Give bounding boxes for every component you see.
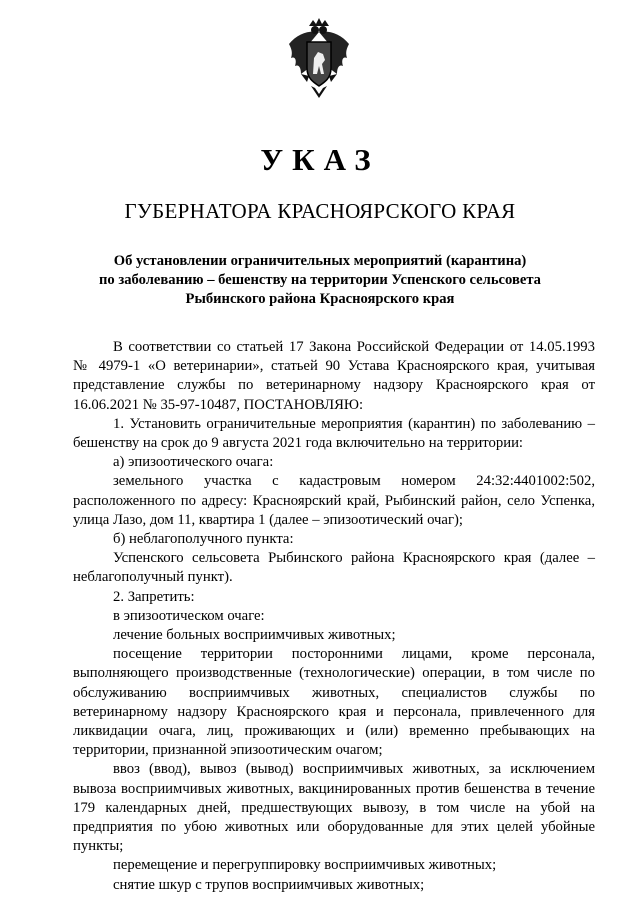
clause-1a-text: земельного участка с кадастровым номером 24:32:4401002:502, расположенного по адресу: Красноярский край, Рыбинский район, село Успенка, улица Лазо, дом 11, квартира 1 (далее – эпизоотический очаг); [73,473,595,528]
subject-line: по заболеванию – бешенству на территории Успенского сельсовета [99,272,541,288]
subject-line: Об установлении ограничительных мероприятий (карантина) [113,253,527,269]
decree-body [73,338,595,895]
document-type-title: УКАЗ [260,142,380,177]
preamble-paragraph: В соответствии со статьей 17 Закона Российской Федерации от 14.05.1993 № 4979-1 «О ветеринарии», статьей 90 Устава Красноярского края, учитывая представление службы по ветеринарному надзору Красноярского края от 16.06.2021 № 35-97-10487, ПОСТАНОВЛЯЮ: [73,339,595,413]
prohibition-item: перемещение и перегруппировку восприимчивых животных; [113,857,497,874]
clause-2: 2. Запретить: [113,588,195,605]
clause-2-intro: в эпизоотическом очаге: [113,607,265,624]
prohibition-item: ввоз (ввод), вывоз (вывод) восприимчивых животных, за исключением вывоза восприимчивых животных, вакцинированных против бешенства в течение 179 календарных дней, предшествующих вывозу, в том числе на убой на предприятия по убою животных или оборудованные для этих целей убойные пункты; [73,761,595,855]
clause-1b: б) неблагополучного пункта: [113,531,294,548]
prohibition-item: посещение территории посторонними лицами, кроме персонала, выполняющего производственные (технологические) операции, в том числе по обслуживанию восприимчивых животных, специалистов службы по ветеринарному надзору Красноярского края и персонала, привлеченного для ликвидации очага, лиц, проживающих и (или) временно пребывающих на территории, признанной эпизоотическим очагом; [73,646,595,759]
coat-of-arms-emblem [287,18,351,100]
clause-1a: а) эпизоотического очага: [113,454,274,471]
issuer-title: ГУБЕРНАТОРА КРАСНОЯРСКОГО КРАЯ [124,199,516,223]
prohibition-item: снятие шкур с трупов восприимчивых животных; [113,876,425,893]
clause-1b-text: Успенского сельсовета Рыбинского района Красноярского края (далее – неблагополучный пункт). [73,550,595,586]
subject-line: Рыбинского района Красноярского края [185,291,455,307]
clause-1: 1. Установить ограничительные мероприятия (карантин) по заболеванию – бешенству на срок до 9 августа 2021 года включительно на территории: [73,415,595,452]
decree-subject [60,252,580,309]
prohibition-item: лечение больных восприимчивых животных; [113,627,396,644]
